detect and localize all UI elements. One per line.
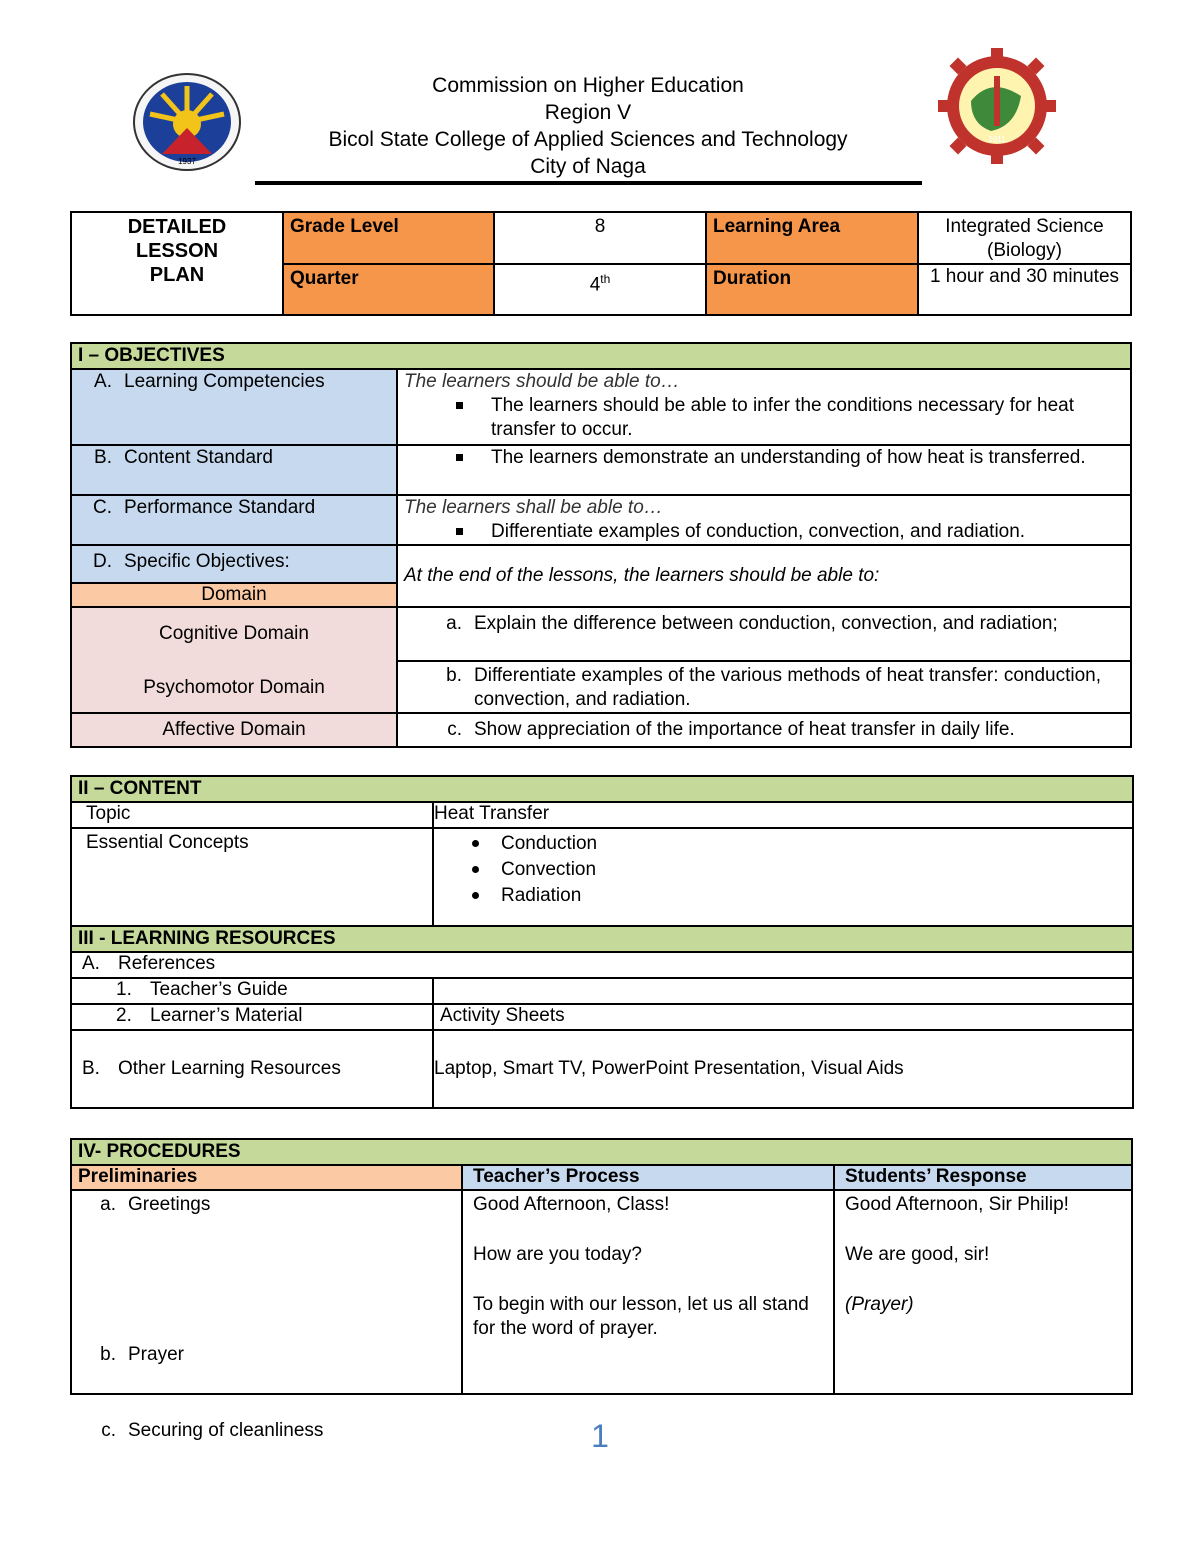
psychomotor-domain: Psychomotor Domain bbox=[143, 677, 325, 698]
affective-domain: Affective Domain bbox=[71, 713, 397, 747]
learning-competencies-label: A. Learning Competencies bbox=[71, 369, 397, 445]
duration-label: Duration bbox=[706, 264, 918, 315]
bisu-seal-logo bbox=[936, 46, 1058, 166]
student-line-2: We are good, sir! bbox=[845, 1244, 990, 1265]
essential-concepts-list bbox=[433, 828, 1133, 926]
objective-b: b. Differentiate examples of the various methods of heat transfer: conduction, convection, and radiation. bbox=[397, 661, 1131, 713]
cleanliness-item: c. Securing of cleanliness bbox=[101, 1420, 324, 1441]
left-seal-year: 1937 bbox=[178, 157, 196, 166]
grade-level-label: Grade Level bbox=[283, 212, 494, 264]
resources-heading: III - LEARNING RESOURCES bbox=[71, 926, 1133, 952]
topic-label: Topic bbox=[71, 802, 433, 828]
col-preliminaries: Preliminaries bbox=[71, 1165, 462, 1190]
header-line-2: Region V bbox=[544, 101, 632, 124]
header-line-3: Bicol State College of Applied Sciences and Technology bbox=[328, 128, 848, 151]
content-table bbox=[70, 775, 1134, 1109]
objectives-heading: I – OBJECTIVES bbox=[71, 343, 1131, 369]
concept-item: Conduction bbox=[434, 831, 1132, 857]
procedures-table bbox=[70, 1138, 1133, 1441]
performance-standard-value: The learners shall be able to… Differentiate examples of conduction, convection, and radiation. bbox=[397, 495, 1131, 545]
content-heading: II – CONTENT bbox=[71, 776, 1133, 802]
learning-competencies-value: The learners should be able to… The learners should be able to infer the conditions necessary for heat transfer to occur. bbox=[397, 369, 1131, 445]
learners-material-label: 2. Learner’s Material bbox=[71, 1004, 433, 1030]
col-teachers-process: Teacher’s Process bbox=[462, 1165, 834, 1190]
specific-objectives-label: D. Specific Objectives: bbox=[71, 545, 397, 583]
student-line-1: Good Afternoon, Sir Philip! bbox=[845, 1194, 1069, 1215]
ched-seal-logo bbox=[132, 72, 242, 172]
greetings-item: a. Greetings bbox=[100, 1194, 211, 1215]
teacher-line-2: How are you today? bbox=[473, 1244, 642, 1265]
procedures-heading: IV- PROCEDURES bbox=[71, 1139, 1132, 1165]
page-number: 1 bbox=[591, 1418, 609, 1454]
preliminaries-list bbox=[71, 1190, 462, 1441]
performance-standard-label: C. Performance Standard bbox=[71, 495, 397, 545]
students-response-cell bbox=[834, 1190, 1132, 1394]
specific-objectives-value: At the end of the lessons, the learners should be able to: bbox=[397, 545, 1131, 607]
teachers-guide-value bbox=[433, 978, 1133, 1004]
learning-area-label: Learning Area bbox=[706, 212, 918, 264]
grade-level-value: 8 bbox=[494, 212, 706, 264]
student-line-3: (Prayer) bbox=[845, 1294, 914, 1315]
teacher-line-1: Good Afternoon, Class! bbox=[473, 1194, 670, 1215]
col-students-response: Students’ Response bbox=[834, 1165, 1132, 1190]
quarter-value: 4th bbox=[494, 264, 706, 315]
topic-value: Heat Transfer bbox=[433, 802, 1133, 828]
cognitive-psychomotor-cell bbox=[71, 607, 397, 713]
concept-item: Radiation bbox=[434, 883, 1132, 909]
objective-c: c. Show appreciation of the importance of heat transfer in daily life. bbox=[397, 713, 1131, 747]
content-standard-value: The learners demonstrate an understanding of how heat is transferred. bbox=[397, 445, 1131, 495]
plan-title: DETAILED LESSON PLAN bbox=[71, 212, 283, 315]
teacher-line-3: To begin with our lesson, let us all stand for the word of prayer. bbox=[473, 1294, 809, 1339]
learning-area-value: Integrated Science (Biology) bbox=[918, 212, 1131, 264]
header-line-4: City of Naga bbox=[530, 155, 646, 178]
learners-material-value: Activity Sheets bbox=[433, 1004, 1133, 1030]
other-resources-label: B. Other Learning Resources bbox=[71, 1030, 433, 1108]
lesson-info-table bbox=[70, 211, 1132, 316]
objective-a: a. Explain the difference between conduction, convection, and radiation; bbox=[397, 607, 1131, 661]
header-divider bbox=[255, 181, 922, 185]
prayer-item: b. Prayer bbox=[100, 1344, 184, 1365]
other-resources-value: Laptop, Smart TV, PowerPoint Presentation, Visual Aids bbox=[433, 1030, 1133, 1108]
duration-value: 1 hour and 30 minutes bbox=[918, 264, 1131, 315]
right-seal-year: 1911 bbox=[988, 135, 1006, 144]
objectives-table bbox=[70, 342, 1132, 748]
quarter-label: Quarter bbox=[283, 264, 494, 315]
teachers-process-cell bbox=[462, 1190, 834, 1394]
references-label: A. References bbox=[71, 952, 1133, 978]
domain-label: Domain bbox=[71, 583, 397, 607]
essential-concepts-label: Essential Concepts bbox=[71, 828, 433, 926]
institution-header bbox=[250, 72, 926, 180]
teachers-guide-label: 1. Teacher’s Guide bbox=[71, 978, 433, 1004]
content-standard-label: B. Content Standard bbox=[71, 445, 397, 495]
header-line-1: Commission on Higher Education bbox=[432, 74, 744, 97]
cognitive-domain: Cognitive Domain bbox=[159, 623, 309, 644]
concept-item: Convection bbox=[434, 857, 1132, 883]
